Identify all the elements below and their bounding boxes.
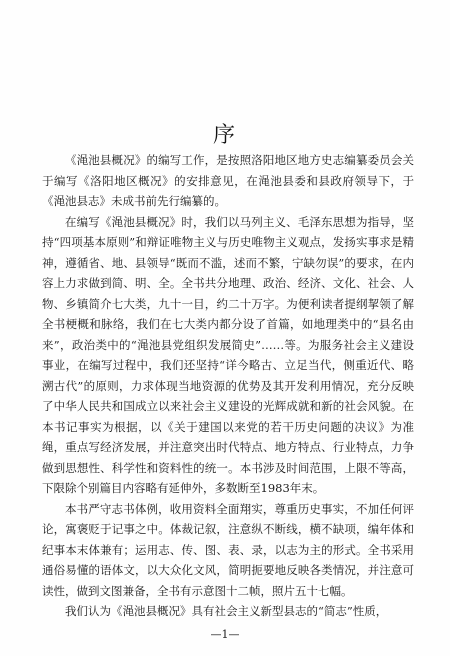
paragraph-3: 本书严守志书体例，收用资料全面翔实，尊重历史事实，不加任何评论，寓褒贬于记事之中。体裁记叙，注意纵不断线，横不缺项，编年体和纪事本末体兼有；运用志、传、图、表、录，以志为主的形式。全书采用通俗易懂的语体文，以大众化文风，简明扼要地反映各类情况，并注意可读性，做到文图兼备，全书有示意图十二帧，照片五十七幅。 [42, 501, 414, 598]
page-title: 序 [212, 123, 237, 148]
paragraph-2: 在编写《渑池县概况》时，我们以马列主义、毛泽东思想为指导，坚持“四项基本原则”和辩证唯物主义与历史唯物主义观点，发扬实事求是精神，遵循省、地、县领导“既而不滥，述而不繁，宁缺勿误”的要求，在内容上力求做到简、明、全。全书共分地理、政治、经济、文化、社会、人物、乡镇简介七大类，九十一目，约二十万字。为便利读者提纲挈领了解全书梗概和脉络，我们在七大类内都分设了首篇，如地理类中的“县名由来”，政治类中的“渑池县党组织发展简史”……等。为服务社会主义建设事业，在编写过程中，我们还坚持“详今略古、立足当代，侧重近代、略溯古代”的原则，力求体现当地资源的优势及其开发利用情况，充分反映了中华人民共和国成立以来社会主义建设的光辉成就和新的社会风貌。在本书记事实为根据，以《关于建国以来党的若干历史问题的决议》为准绳，重点写经济发展，并注意突出时代特点、地方特点、行业特点，力争做到思想性、科学性和资料性的统一。本书涉及时间范围，上限不等高，下限除个别篇目内容略有延伸外，多数断至1983年末。 [42, 214, 414, 495]
paragraph-4: 我们认为《渑池县概况》具有社会主义新型县志的“简志”性质， [65, 604, 388, 618]
page-number: —1— [210, 628, 240, 641]
paragraph-1: 《渑池县概况》的编写工作，是按照洛阳地区地方史志编纂委员会关于编写《洛阳地区概况》的安排意见，在渑池县委和县政府领导下，于《渑池县志》未成书前先行编纂的。 [42, 153, 414, 208]
body-text [42, 150, 414, 622]
